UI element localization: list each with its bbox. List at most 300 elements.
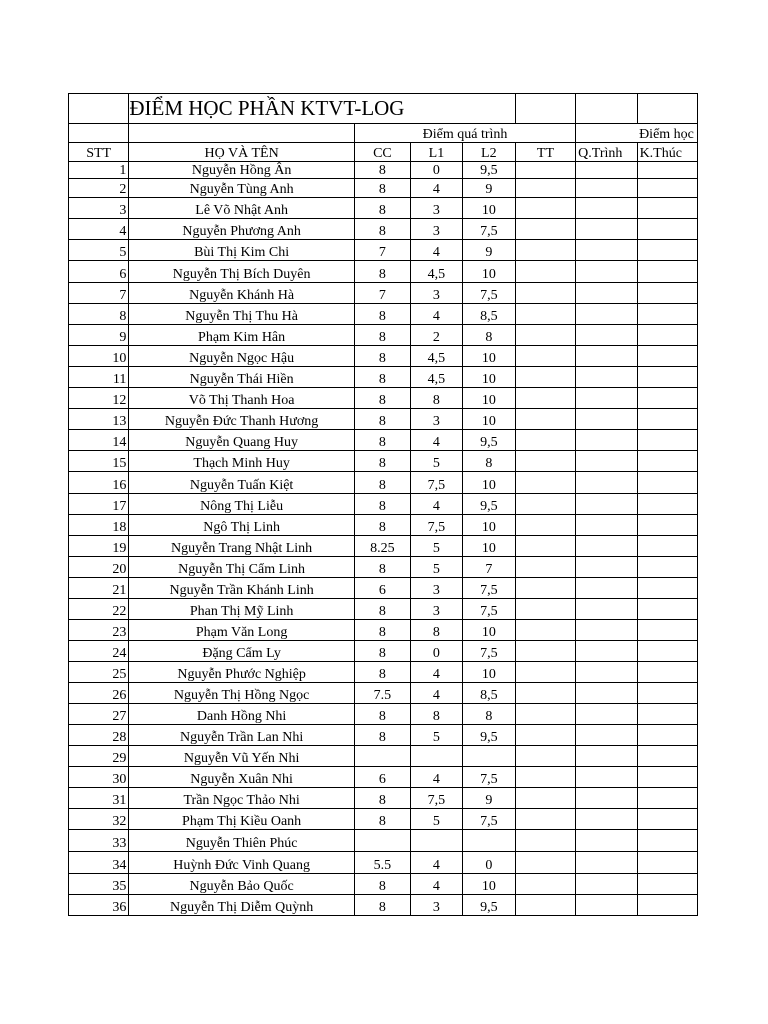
- tt-cell[interactable]: [515, 725, 575, 746]
- l1-cell[interactable]: 4: [410, 304, 462, 325]
- l1-cell[interactable]: 3: [410, 599, 462, 620]
- l2-cell[interactable]: 9,5: [462, 895, 515, 916]
- l1-cell[interactable]: 5: [410, 536, 462, 557]
- stt-cell[interactable]: 31: [69, 788, 129, 809]
- title-cell-qt[interactable]: [576, 94, 637, 124]
- l2-cell[interactable]: 9: [462, 788, 515, 809]
- kthuc-cell[interactable]: [637, 620, 697, 641]
- name-cell[interactable]: Thạch Minh Huy: [129, 451, 355, 472]
- l2-cell[interactable]: 10: [462, 536, 515, 557]
- cc-cell[interactable]: 8: [354, 874, 410, 895]
- tt-cell[interactable]: [515, 578, 575, 599]
- kthuc-cell[interactable]: [637, 304, 697, 325]
- tt-cell[interactable]: [515, 536, 575, 557]
- l1-cell[interactable]: 5: [410, 809, 462, 830]
- tt-cell[interactable]: [515, 472, 575, 494]
- table-row: [69, 515, 698, 536]
- l1-cell[interactable]: 5: [410, 451, 462, 472]
- cc-cell[interactable]: 8: [354, 809, 410, 830]
- l2-cell[interactable]: 7,5: [462, 283, 515, 304]
- kthuc-cell[interactable]: [637, 746, 697, 767]
- kthuc-cell[interactable]: [637, 788, 697, 809]
- qtrinh-cell[interactable]: [576, 536, 637, 557]
- cc-cell[interactable]: 8: [354, 704, 410, 725]
- kthuc-cell[interactable]: [637, 219, 697, 240]
- l2-cell[interactable]: 9,5: [462, 430, 515, 451]
- l1-cell[interactable]: 4,5: [410, 261, 462, 283]
- qtrinh-cell[interactable]: [576, 515, 637, 536]
- kthuc-cell[interactable]: [637, 162, 697, 179]
- cc-cell[interactable]: 8: [354, 451, 410, 472]
- kthuc-cell[interactable]: [637, 179, 697, 198]
- l1-cell[interactable]: 4: [410, 767, 462, 788]
- name-cell[interactable]: Nguyễn Thị Cẩm Linh: [129, 557, 355, 578]
- l1-cell[interactable]: 8: [410, 704, 462, 725]
- l2-cell[interactable]: 8: [462, 704, 515, 725]
- tt-cell[interactable]: [515, 409, 575, 430]
- stt-cell[interactable]: 18: [69, 515, 129, 536]
- tt-cell[interactable]: [515, 346, 575, 367]
- qtrinh-cell[interactable]: [576, 599, 637, 620]
- qtrinh-cell[interactable]: [576, 179, 637, 198]
- tt-cell[interactable]: [515, 325, 575, 346]
- stt-cell[interactable]: 25: [69, 662, 129, 683]
- qtrinh-cell[interactable]: [576, 409, 637, 430]
- l1-cell[interactable]: 3: [410, 219, 462, 240]
- tt-cell[interactable]: [515, 261, 575, 283]
- l1-cell[interactable]: 8: [410, 388, 462, 409]
- cc-cell[interactable]: [354, 746, 410, 767]
- table-row: [69, 346, 698, 367]
- l2-cell[interactable]: 9,5: [462, 725, 515, 746]
- l2-cell[interactable]: 10: [462, 346, 515, 367]
- stt-cell[interactable]: 35: [69, 874, 129, 895]
- stt-cell[interactable]: 34: [69, 852, 129, 874]
- name-cell[interactable]: Nguyễn Phước Nghiệp: [129, 662, 355, 683]
- stt-cell[interactable]: 6: [69, 261, 129, 283]
- l2-cell[interactable]: 7,5: [462, 219, 515, 240]
- tt-cell[interactable]: [515, 494, 575, 515]
- stt-cell[interactable]: 21: [69, 578, 129, 599]
- l1-cell[interactable]: 3: [410, 578, 462, 599]
- qtrinh-cell[interactable]: [576, 304, 637, 325]
- l1-cell[interactable]: [410, 830, 462, 852]
- l1-cell[interactable]: 3: [410, 895, 462, 916]
- stt-cell[interactable]: 1: [69, 162, 129, 179]
- kthuc-cell[interactable]: [637, 494, 697, 515]
- qtrinh-cell[interactable]: [576, 895, 637, 916]
- name-cell[interactable]: Huỳnh Đức Vinh Quang: [129, 852, 355, 874]
- l1-cell[interactable]: 3: [410, 409, 462, 430]
- l1-cell[interactable]: 2: [410, 325, 462, 346]
- tt-cell[interactable]: [515, 683, 575, 704]
- cc-cell[interactable]: 8: [354, 662, 410, 683]
- kthuc-cell[interactable]: [637, 515, 697, 536]
- qtrinh-cell[interactable]: [576, 367, 637, 388]
- qtrinh-cell[interactable]: [576, 809, 637, 830]
- kthuc-cell[interactable]: [637, 662, 697, 683]
- stt-cell[interactable]: 19: [69, 536, 129, 557]
- header1-name-cell[interactable]: [129, 124, 355, 143]
- qtrinh-cell[interactable]: [576, 767, 637, 788]
- name-cell[interactable]: Phan Thị Mỹ Linh: [129, 599, 355, 620]
- name-cell[interactable]: Nguyễn Thái Hiền: [129, 367, 355, 388]
- kthuc-cell[interactable]: [637, 809, 697, 830]
- tt-cell[interactable]: [515, 852, 575, 874]
- stt-cell[interactable]: 32: [69, 809, 129, 830]
- l2-cell[interactable]: 9: [462, 240, 515, 261]
- stt-cell[interactable]: 17: [69, 494, 129, 515]
- stt-cell[interactable]: 7: [69, 283, 129, 304]
- name-cell[interactable]: Nguyễn Trần Lan Nhi: [129, 725, 355, 746]
- stt-cell[interactable]: 14: [69, 430, 129, 451]
- qtrinh-cell[interactable]: [576, 746, 637, 767]
- tt-cell[interactable]: [515, 767, 575, 788]
- stt-cell[interactable]: 9: [69, 325, 129, 346]
- stt-cell[interactable]: 8: [69, 304, 129, 325]
- cc-cell[interactable]: 8: [354, 388, 410, 409]
- stt-cell[interactable]: 13: [69, 409, 129, 430]
- tt-cell[interactable]: [515, 809, 575, 830]
- qtrinh-cell[interactable]: [576, 198, 637, 219]
- cc-cell[interactable]: 8: [354, 641, 410, 662]
- l2-cell[interactable]: 10: [462, 620, 515, 641]
- kthuc-cell[interactable]: [637, 830, 697, 852]
- stt-cell[interactable]: 2: [69, 179, 129, 198]
- cc-cell[interactable]: 6: [354, 767, 410, 788]
- cc-cell[interactable]: 8: [354, 557, 410, 578]
- tt-cell[interactable]: [515, 179, 575, 198]
- qtrinh-cell[interactable]: [576, 704, 637, 725]
- name-cell[interactable]: Nguyễn Tuấn Kiệt: [129, 472, 355, 494]
- stt-cell[interactable]: 26: [69, 683, 129, 704]
- tt-cell[interactable]: [515, 662, 575, 683]
- stt-cell[interactable]: 5: [69, 240, 129, 261]
- stt-cell[interactable]: 36: [69, 895, 129, 916]
- stt-cell[interactable]: 28: [69, 725, 129, 746]
- tt-cell[interactable]: [515, 162, 575, 179]
- qtrinh-cell[interactable]: [576, 494, 637, 515]
- cc-cell[interactable]: 8: [354, 472, 410, 494]
- qtrinh-cell[interactable]: [576, 388, 637, 409]
- l1-cell[interactable]: 7,5: [410, 788, 462, 809]
- l2-cell[interactable]: 7,5: [462, 641, 515, 662]
- l2-cell[interactable]: 10: [462, 261, 515, 283]
- kthuc-cell[interactable]: [637, 430, 697, 451]
- name-cell[interactable]: Danh Hồng Nhi: [129, 704, 355, 725]
- l2-cell[interactable]: [462, 830, 515, 852]
- l2-cell[interactable]: 9: [462, 179, 515, 198]
- l1-cell[interactable]: 4,5: [410, 346, 462, 367]
- qtrinh-cell[interactable]: [576, 346, 637, 367]
- l1-cell[interactable]: 4: [410, 874, 462, 895]
- l1-cell[interactable]: 5: [410, 725, 462, 746]
- name-cell[interactable]: Bùi Thị Kim Chi: [129, 240, 355, 261]
- tt-cell[interactable]: [515, 515, 575, 536]
- name-cell[interactable]: Nguyễn Thiên Phúc: [129, 830, 355, 852]
- tt-cell[interactable]: [515, 367, 575, 388]
- qtrinh-cell[interactable]: [576, 852, 637, 874]
- cc-cell[interactable]: 8: [354, 725, 410, 746]
- cc-cell[interactable]: 7: [354, 240, 410, 261]
- qtrinh-cell[interactable]: [576, 219, 637, 240]
- cc-cell[interactable]: 8: [354, 325, 410, 346]
- name-cell[interactable]: Nguyễn Đức Thanh Hương: [129, 409, 355, 430]
- qtrinh-cell[interactable]: [576, 162, 637, 179]
- qtrinh-cell[interactable]: [576, 472, 637, 494]
- qtrinh-cell[interactable]: [576, 683, 637, 704]
- kthuc-cell[interactable]: [637, 557, 697, 578]
- l2-cell[interactable]: 10: [462, 367, 515, 388]
- stt-cell[interactable]: 16: [69, 472, 129, 494]
- tt-cell[interactable]: [515, 430, 575, 451]
- name-cell[interactable]: Nguyễn Trang Nhật Linh: [129, 536, 355, 557]
- cc-cell[interactable]: 8: [354, 895, 410, 916]
- stt-cell[interactable]: 33: [69, 830, 129, 852]
- kthuc-cell[interactable]: [637, 599, 697, 620]
- l2-cell[interactable]: 7,5: [462, 599, 515, 620]
- cc-cell[interactable]: 8: [354, 620, 410, 641]
- l1-cell[interactable]: 4: [410, 179, 462, 198]
- name-cell[interactable]: Nông Thị Liễu: [129, 494, 355, 515]
- l1-cell[interactable]: 4: [410, 430, 462, 451]
- tt-cell[interactable]: [515, 830, 575, 852]
- l1-cell[interactable]: 4: [410, 240, 462, 261]
- stt-cell[interactable]: 24: [69, 641, 129, 662]
- name-cell[interactable]: Ngô Thị Linh: [129, 515, 355, 536]
- l2-cell[interactable]: 10: [462, 515, 515, 536]
- kthuc-cell[interactable]: [637, 325, 697, 346]
- stt-cell[interactable]: 15: [69, 451, 129, 472]
- name-cell[interactable]: Nguyễn Khánh Hà: [129, 283, 355, 304]
- name-cell[interactable]: Nguyễn Vũ Yến Nhi: [129, 746, 355, 767]
- tt-cell[interactable]: [515, 283, 575, 304]
- name-cell[interactable]: Đặng Cẩm Ly: [129, 641, 355, 662]
- stt-cell[interactable]: 27: [69, 704, 129, 725]
- qtrinh-cell[interactable]: [576, 261, 637, 283]
- l1-cell[interactable]: 0: [410, 162, 462, 179]
- qtrinh-cell[interactable]: [576, 325, 637, 346]
- name-cell[interactable]: Nguyễn Trần Khánh Linh: [129, 578, 355, 599]
- l2-cell[interactable]: 8: [462, 451, 515, 472]
- tt-cell[interactable]: [515, 388, 575, 409]
- stt-cell[interactable]: 20: [69, 557, 129, 578]
- tt-cell[interactable]: [515, 240, 575, 261]
- kthuc-cell[interactable]: [637, 704, 697, 725]
- l2-cell[interactable]: 8,5: [462, 683, 515, 704]
- kthuc-cell[interactable]: [637, 451, 697, 472]
- name-cell[interactable]: Phạm Thị Kiều Oanh: [129, 809, 355, 830]
- l2-cell[interactable]: 8: [462, 325, 515, 346]
- kthuc-cell[interactable]: [637, 683, 697, 704]
- l2-cell[interactable]: 10: [462, 662, 515, 683]
- kthuc-cell[interactable]: [637, 641, 697, 662]
- name-cell[interactable]: Nguyễn Phương Anh: [129, 219, 355, 240]
- grade-table-body: [69, 94, 698, 916]
- name-cell[interactable]: Nguyễn Thị Bích Duyên: [129, 261, 355, 283]
- cc-cell[interactable]: 8: [354, 599, 410, 620]
- stt-cell[interactable]: 30: [69, 767, 129, 788]
- l2-cell[interactable]: 9,5: [462, 162, 515, 179]
- name-cell[interactable]: Nguyễn Xuân Nhi: [129, 767, 355, 788]
- l2-cell[interactable]: 10: [462, 388, 515, 409]
- qtrinh-cell[interactable]: [576, 430, 637, 451]
- l2-cell[interactable]: 8,5: [462, 304, 515, 325]
- l1-cell[interactable]: 3: [410, 198, 462, 219]
- kthuc-cell[interactable]: [637, 346, 697, 367]
- qtrinh-cell[interactable]: [576, 662, 637, 683]
- l2-cell[interactable]: 10: [462, 409, 515, 430]
- tt-cell[interactable]: [515, 895, 575, 916]
- qtrinh-cell[interactable]: [576, 874, 637, 895]
- name-cell[interactable]: Phạm Văn Long: [129, 620, 355, 641]
- l2-cell[interactable]: 10: [462, 874, 515, 895]
- cc-cell[interactable]: 7: [354, 283, 410, 304]
- stt-cell[interactable]: 10: [69, 346, 129, 367]
- stt-cell[interactable]: 29: [69, 746, 129, 767]
- cc-cell[interactable]: 8: [354, 367, 410, 388]
- kthuc-cell[interactable]: [637, 874, 697, 895]
- qtrinh-cell[interactable]: [576, 557, 637, 578]
- stt-cell[interactable]: 4: [69, 219, 129, 240]
- qtrinh-cell[interactable]: [576, 641, 637, 662]
- name-cell[interactable]: Nguyễn Quang Huy: [129, 430, 355, 451]
- l1-cell[interactable]: 3: [410, 283, 462, 304]
- title-cell-kt[interactable]: [637, 94, 697, 124]
- name-cell[interactable]: Nguyễn Ngọc Hậu: [129, 346, 355, 367]
- l1-cell[interactable]: 4: [410, 683, 462, 704]
- cc-cell[interactable]: 8.25: [354, 536, 410, 557]
- tt-cell[interactable]: [515, 304, 575, 325]
- qtrinh-cell[interactable]: [576, 283, 637, 304]
- stt-cell[interactable]: 12: [69, 388, 129, 409]
- stt-cell[interactable]: 3: [69, 198, 129, 219]
- stt-cell[interactable]: 11: [69, 367, 129, 388]
- tt-cell[interactable]: [515, 198, 575, 219]
- l2-cell[interactable]: 9,5: [462, 494, 515, 515]
- kthuc-cell[interactable]: [637, 895, 697, 916]
- tt-cell[interactable]: [515, 599, 575, 620]
- kthuc-cell[interactable]: [637, 240, 697, 261]
- cc-cell[interactable]: 8: [354, 515, 410, 536]
- l1-cell[interactable]: 8: [410, 620, 462, 641]
- cc-cell[interactable]: 8: [354, 494, 410, 515]
- l2-cell[interactable]: 0: [462, 852, 515, 874]
- stt-cell[interactable]: 22: [69, 599, 129, 620]
- cc-cell[interactable]: 6: [354, 578, 410, 599]
- name-cell[interactable]: Nguyễn Thị Thu Hà: [129, 304, 355, 325]
- l2-cell[interactable]: 10: [462, 198, 515, 219]
- name-cell[interactable]: Trần Ngọc Thảo Nhi: [129, 788, 355, 809]
- l2-cell[interactable]: 10: [462, 472, 515, 494]
- tt-cell[interactable]: [515, 874, 575, 895]
- name-cell[interactable]: Nguyễn Thị Diễm Quỳnh: [129, 895, 355, 916]
- cc-cell[interactable]: 8: [354, 162, 410, 179]
- name-cell[interactable]: Phạm Kim Hân: [129, 325, 355, 346]
- l1-cell[interactable]: 7,5: [410, 515, 462, 536]
- l1-cell[interactable]: 4: [410, 852, 462, 874]
- l2-cell[interactable]: 7,5: [462, 809, 515, 830]
- kthuc-cell[interactable]: [637, 198, 697, 219]
- l2-cell[interactable]: 7,5: [462, 578, 515, 599]
- qtrinh-cell[interactable]: [576, 451, 637, 472]
- l1-cell[interactable]: 4: [410, 662, 462, 683]
- l1-cell[interactable]: 7,5: [410, 472, 462, 494]
- l1-cell[interactable]: 0: [410, 641, 462, 662]
- cc-cell[interactable]: 5.5: [354, 852, 410, 874]
- cc-cell[interactable]: 8: [354, 788, 410, 809]
- tt-cell[interactable]: [515, 788, 575, 809]
- cc-cell[interactable]: 8: [354, 304, 410, 325]
- kthuc-cell[interactable]: [637, 261, 697, 283]
- name-cell[interactable]: Nguyễn Bảo Quốc: [129, 874, 355, 895]
- kthuc-cell[interactable]: [637, 536, 697, 557]
- stt-cell[interactable]: 23: [69, 620, 129, 641]
- cc-cell[interactable]: 8: [354, 430, 410, 451]
- kthuc-cell[interactable]: [637, 725, 697, 746]
- tt-cell[interactable]: [515, 620, 575, 641]
- l1-cell[interactable]: [410, 746, 462, 767]
- kthuc-cell[interactable]: [637, 283, 697, 304]
- tt-cell[interactable]: [515, 641, 575, 662]
- qtrinh-cell[interactable]: [576, 788, 637, 809]
- table-row: [69, 162, 698, 179]
- cc-cell[interactable]: 7.5: [354, 683, 410, 704]
- l2-cell[interactable]: 7: [462, 557, 515, 578]
- cc-cell[interactable]: 8: [354, 219, 410, 240]
- name-cell[interactable]: Nguyễn Hồng Ân: [129, 162, 355, 179]
- cc-cell[interactable]: 8: [354, 179, 410, 198]
- tt-cell[interactable]: [515, 219, 575, 240]
- l1-cell[interactable]: 4,5: [410, 367, 462, 388]
- qtrinh-cell[interactable]: [576, 240, 637, 261]
- header1-qt-cell[interactable]: [576, 124, 637, 143]
- tt-cell[interactable]: [515, 451, 575, 472]
- kthuc-cell[interactable]: [637, 767, 697, 788]
- title-cell-tt[interactable]: [515, 94, 575, 124]
- cc-cell[interactable]: [354, 830, 410, 852]
- qtrinh-cell[interactable]: [576, 725, 637, 746]
- header1-stt-cell[interactable]: [69, 124, 129, 143]
- kthuc-cell[interactable]: [637, 852, 697, 874]
- l1-cell[interactable]: 4: [410, 494, 462, 515]
- kthuc-cell[interactable]: [637, 367, 697, 388]
- kthuc-cell[interactable]: [637, 578, 697, 599]
- name-cell[interactable]: Nguyễn Thị Hồng Ngọc: [129, 683, 355, 704]
- qtrinh-cell[interactable]: [576, 830, 637, 852]
- tt-cell[interactable]: [515, 704, 575, 725]
- l2-cell[interactable]: 7,5: [462, 767, 515, 788]
- name-cell[interactable]: Võ Thị Thanh Hoa: [129, 388, 355, 409]
- qtrinh-cell[interactable]: [576, 620, 637, 641]
- table-row: [69, 557, 698, 578]
- l2-cell[interactable]: [462, 746, 515, 767]
- kthuc-cell[interactable]: [637, 472, 697, 494]
- title-spacer-cell[interactable]: [69, 94, 129, 124]
- cc-cell[interactable]: 8: [354, 198, 410, 219]
- cc-cell[interactable]: 8: [354, 261, 410, 283]
- cc-cell[interactable]: 8: [354, 346, 410, 367]
- l1-cell[interactable]: 5: [410, 557, 462, 578]
- kthuc-cell[interactable]: [637, 409, 697, 430]
- name-cell[interactable]: Nguyễn Tùng Anh: [129, 179, 355, 198]
- name-cell[interactable]: Lê Võ Nhật Anh: [129, 198, 355, 219]
- tt-cell[interactable]: [515, 746, 575, 767]
- kthuc-cell[interactable]: [637, 388, 697, 409]
- tt-cell[interactable]: [515, 557, 575, 578]
- cc-cell[interactable]: 8: [354, 409, 410, 430]
- qtrinh-cell[interactable]: [576, 578, 637, 599]
